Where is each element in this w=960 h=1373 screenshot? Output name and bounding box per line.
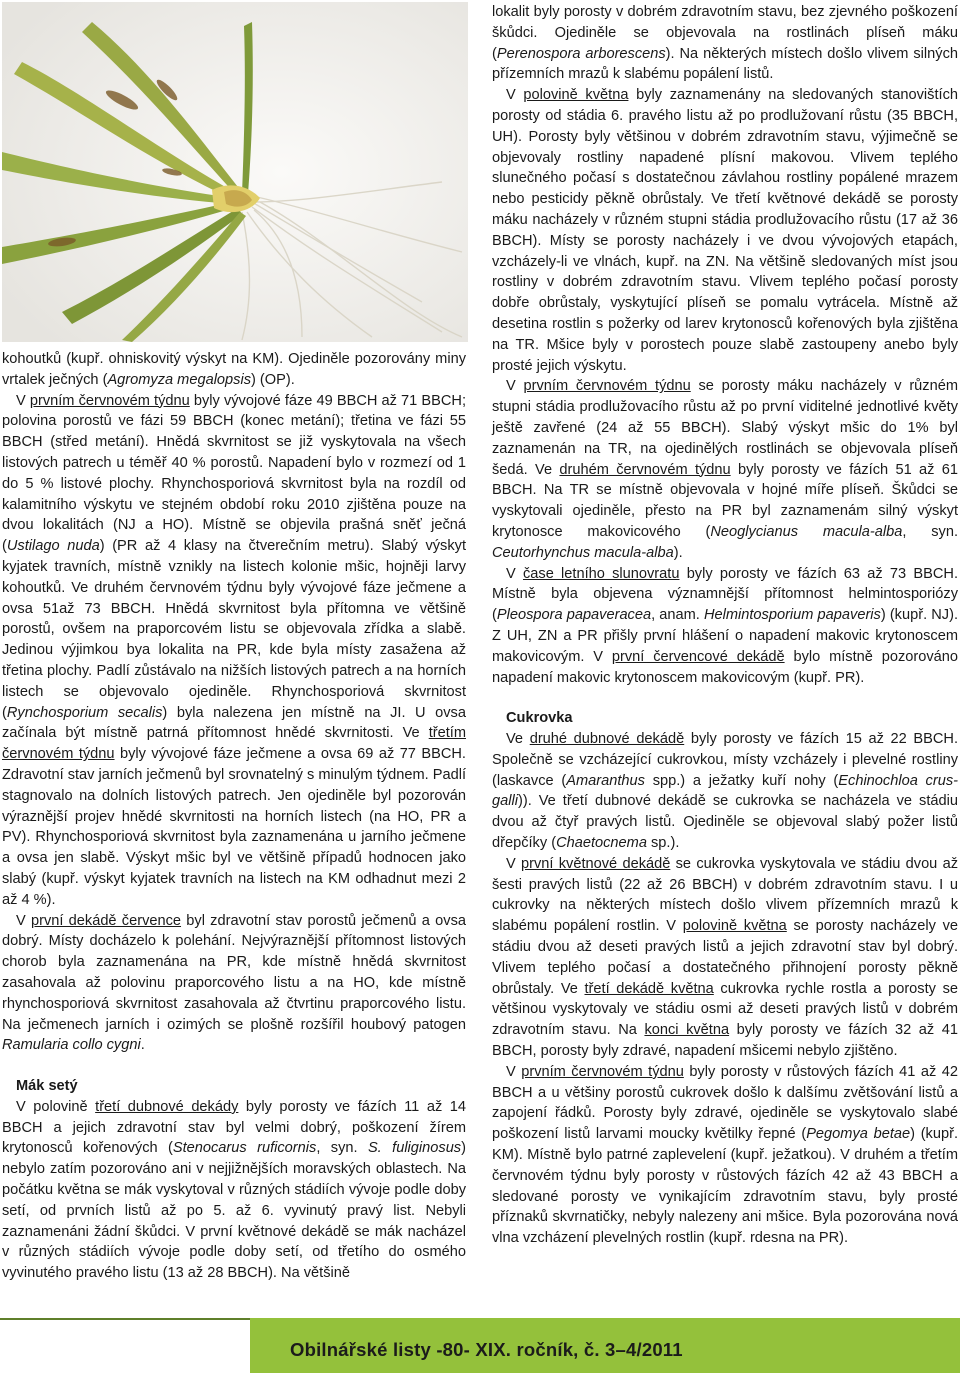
paragraph: kohoutků (kupř. ohniskovitý výskyt na KM). Ojediněle pozorovány miny vrtalek ječných (Agromyza megalopsis) (OP). (2, 351, 466, 388)
right-column (492, 2, 958, 1249)
spacer (2, 1056, 466, 1076)
section-heading-cukrovka: Cukrovka (506, 710, 573, 727)
paragraph: V prvním červnovém týdnu se porosty máku nacházely v různém stupni stádia prodlužovacího růstu až po první viditelné jednotlivé květy ještě zavřené (24 až 55 BBCH). Slabý výskyt mšic do 1% byl zaznamenán na TR, na ojedinělých rostlinách se objevovala plíseň šedá. Ve druhém červnovém týdnu byly porosty ve fázích 51 až 61 BBCH. Na TR se místně objevovala v hojné míře plíseň. Škůdci se vyskytovali ojediněle, přesto na PR byl zaznamenám silný výskyt krytonosce makovicového (Neoglycianus macula-alba, syn. Ceutorhynchus macula-alba). (492, 378, 958, 561)
paragraph: V první dekádě července byl zdravotní stav porostů ječmenů a ovsa dobrý. Místy docházelo k polehání. Nejvýraznější přítomnost listových chorob byla zaznamenána na PR, kde místně hnědá skvrnitost zasahovala až polovinu praporcového listu a na HO, kde místně rhynchosporiová skvrnitost zasahovala až čtvrtinu praporcového listu. Na ječmenech jarních i ozimých se plošně rozšířil houbový patogen Ramularia collo cygni. (2, 912, 466, 1054)
paragraph: Ve druhé dubnové dekádě byly porosty ve fázích 15 až 22 BBCH. Společně se vzcházející cukrovkou, místy vzcházely i plevelné rostliny (laskavce (Amaranthus spp.) a ježatky kuří nohy (Echinochloa crus-galli)). Ve třetí dubnové dekádě se cukrovka se nacházela ve stádiu dvou až čtyř pravých listů. Ojediněle se objevoval slabý požer listů dřepčíky (Chaetocnema sp.). (492, 731, 959, 852)
page-footer (0, 1318, 960, 1373)
paragraph: V první květnové dekádě se cukrovka vyskytovala ve stádiu dvou až šesti pravých listů (22 až 26 BBCH) v dobrém zdravotním stavu. I u cukrovky na některých místech došlo vlivem přízemních mrazů k slabému popálení rostlin. V polovině května se porosty nacházely ve stádiu dvou až deseti pravých listů a jejich zdravotní stav byl dobrý. Vlivem teplého počasí a dostatečného přihnojení porosty pěkně obrůstaly. Ve třetí dekádě května cukrovka rychle rostla a porosty se většinou vyskytovaly ve stádiu osmi až deseti pravých listů v dobrém zdravotním stavu. Na konci května byly porosty ve fázích 32 až 41 BBCH, porosty byly zdravé, napadení mšicemi nebylo zjištěno. (492, 855, 959, 1060)
paragraph: V prvním červnovém týdnu byly vývojové fáze 49 BBCH až 71 BBCH; polovina porostů ve fázi 59 BBCH (konec metání); třetina ve fázi 55 BBCH (střed metání). Hnědá skvrnitost se již vyskytovala na všech listových patrech u téměř 40 % porostů. Napadení bylo v rozmezí od 1 do 5 % listové plochy. Rhynchosporiová skvrnitost byla na rozdíl od kalamitního výskytu ve stejném období roku 2010 zjištěna pouze na dvou lokalitách (NJ a HO). Místně se objevila prašná sněť ječná (Ustilago nuda) (PR až 4 klasy na čtverečním metru). Slabý výskyt kyjatek travních, místně vznikly na listech kolonie mšic, hojněji larvy kohoutků. Ve druhém červnovém týdnu byly vývojové fáze ječmene a ovsa 51až 73 BBCH. Hnědá skvrnitost byla přítomna ve většině porostů, ovšem na praporcovém listu se objevovala zřídka a slabě. Jedinou výjimkou bya lokalita na PR, kde byla místy zasažena až třetina plochy. Padlí zůstávalo na nižších listových patrech a na horních listech se objevovalo ojediněle. Rhynchosporiová skvrnitost (Rynchosporium secalis) byla nalezena jen místně na JI. U ovsa začínala být místně patrná přítomnost hnědé skvrnitosti. Ve třetím červnovém týdnu byly vývojové fáze ječmene a ovsa 69 až 77 BBCH. Zdravotní stav jarních ječmenů byl srovnatelný s minulým týdnem. Padlí stagnovalo na dolních listových patrech. Jen ojediněle byl pozorován výraznější projev hnědé skvrnitosti na horních listech (na HO, PR a PV). Rhynchosporiová skvrnitost byla zaznamenána u jarního ječmene a ovsa jen slabě. Výskyt mšic byl ve většině případů hodnocen jako slabý (kupř. výskyt kyjatek travních na listech na KM odhadnut mezi 2 až 4 %). (2, 392, 467, 908)
paragraph: V polovině třetí dubnové dekády byly porosty ve fázích 11 až 14 BBCH a jejich zdravotní stav byl velmi dobrý, poškození žírem krytonosců kořenových (Stenocarus ruficornis, syn. S. fuliginosus) nebylo zatím pozorováno ani v nejjižnějších moravských oblastech. Na počátku května se mák vyskytoval v různých stádiích vývoje podle doby setí, od prvních listů až po 5. až 6. vyvinutý pravý list. Nebyli zaznamenáni žádní škůdci. V první květnové dekádě se mák nacházel v různých stádiích vývoje podle doby setí, od třetího do osmého vyvinutého pravého listu (13 až 28 BBCH). Na většině (2, 1098, 466, 1282)
section-heading-mak: Mák setý (16, 1078, 78, 1095)
photo-barley-plants (2, 2, 468, 342)
spacer (492, 688, 958, 708)
paragraph: V čase letního slunovratu byly porosty ve fázích 63 až 73 BBCH. Místně byla objevena významnější přítomnost helmintosporiózy (Pleospora papaveracea, anam. Helmintosporium papaveris) (kupř. NJ). Z UH, ZN a PR přišly první hlášení o napadení makovic krytonoscem makovicovým. V první červencové dekádě bylo místně pozorováno napadení makovic krytonoscem makovicovým (kupř. PR). (492, 565, 959, 686)
photo-image (2, 2, 468, 342)
paragraph: V prvním červnovém týdnu byly porosty v růstových fázích 41 až 42 BBCH a u většiny porostů cukrovek došlo k dalšímu zvětšování listů a zapojení řádků. Porosty byly zdravé, ojediněle se vyskytovalo slabé poškození listů larvami moucky květilky řepné (Pegomya betae) (kupř. KM). Místně bylo patrné zaplevelení (kupř. ježatkou). V druhém a třetím červnovém týdnu byly porosty v růstových fázích 42 až 43 BBCH a sledované porosty ve vynikajícím zdravotním stavu, byly prosté příznaků skvrnatičky, nebyly nalezeny ani mšice. Byla pozorována nová vlna vzcházení plevelných rostlin (kupř. rdesna na PR). (492, 1063, 959, 1247)
footer-text: Obilnářské listy -80- XIX. ročník, č. 3–4/2011 (290, 1339, 683, 1360)
paragraph: lokalit byly porosty v dobrém zdravotním stavu, bez zjevného poškození škůdci. Ojediněle se objevovala na rostlinách plíseň máku (Perenospora arborescens). Na některých místech došlo vlivem silných přízemních mrazů k slabému popálení listů. (492, 4, 958, 83)
left-column (2, 349, 466, 1284)
paragraph: V polovině května byly zaznamenány na sledovaných stanovištích porosty od stádia 6. pravého listu až po prodlužovaní růstu (35 BBCH, UH). Porosty byly většinou v dobrém zdravotním stavu, výjimečně se objevovaly rostliny napadené plísní makovou. Vlivem teplého slunečného počasí s dostatečnou závlahou rostliny popálené mrazem nebo pesticidy pěkně obrůstaly. Ve třetí květnové dekádě se porosty máku nacházely v různém stupni stádia prodlužovacího růstu (17 až 36 BBCH). Místy se porosty nacházely i ve dvou vývojových etapách, vzcházely-li ve vlnách, kupř. na ZN. Na většině sledovaných míst jsou rostliny v dobrém zdravotním stavu. Vlivem teplého počasí porosty dobře obrůstaly, vyskytující plíseň se pomalu vytrácela. Místně až desetina rostlin s požerky od larev krytonosců kořenových byla zjištěna na TR. Mšice byly v porostech pouze slabě zastoupeny anebo byly prosté jejich výskytu. (492, 87, 958, 374)
